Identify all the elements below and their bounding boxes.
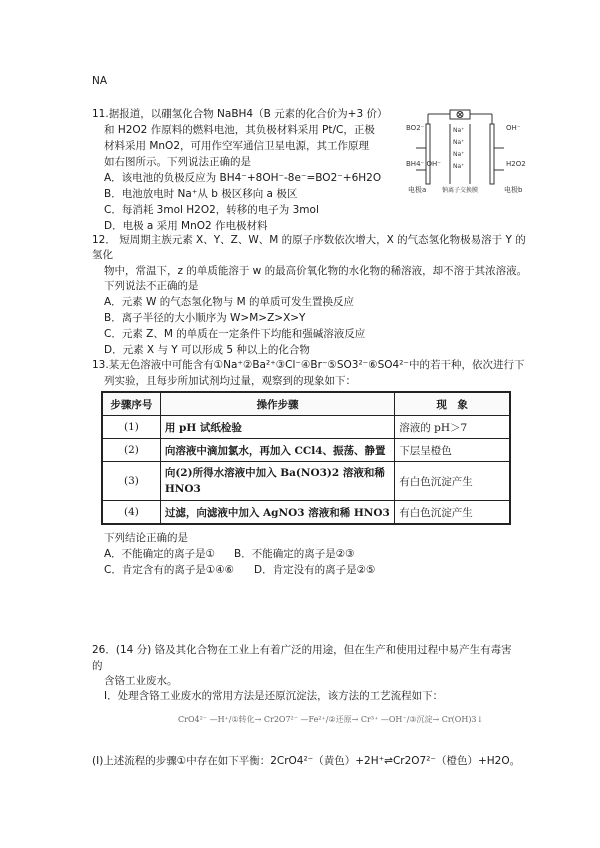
table-row <box>102 501 510 525</box>
fig-electrode-b: 电极b <box>504 186 523 194</box>
q26-line-4: Ⅰ．处理含铬工业废水的常用方法是还原沉淀法，该方法的工艺流程如下： <box>104 690 444 702</box>
q12-line-1: 12． 短周期主族元素 X、Y、Z、W、M 的原子序数依次增大，X 的气态氢化物极易溶于 Y 的 <box>92 234 526 246</box>
step-number: (4) <box>102 501 160 525</box>
fig-electrode-a: 电极a <box>408 186 427 194</box>
fig-na-label-1: Na⁺ <box>453 127 465 134</box>
step-phenomenon: 下层呈橙色 <box>395 439 510 462</box>
q11-option-a: A．该电池的负极反应为 BH4⁻+8OH⁻-8e⁻=BO2⁻+6H2O <box>104 172 382 184</box>
q12-line-4: 下列说法不正确的是 <box>104 280 199 292</box>
q26-last-line: (Ⅰ)上述流程的步骤①中存在如下平衡：2CrO4²⁻（黄色）+2H⁺⇌Cr2O7²⁻（橙色）+H2O。 <box>92 755 521 767</box>
header-operation: 操作步骤 <box>160 392 394 416</box>
fig-bo2-label: BO2⁻ <box>406 124 425 132</box>
process-flow: CrO4²⁻ —H⁺/①转化→ Cr2O7²⁻ —Fe²⁺/②还原→ Cr³⁺ —OH⁻/③沉淀→ Cr(OH)3↓ <box>178 715 484 724</box>
q11-option-c: C．每消耗 3mol H2O2，转移的电子为 3mol <box>104 204 319 216</box>
step-operation: 过滤，向滤液中加入 AgNO3 溶液和稀 HNO3 <box>160 501 394 525</box>
q12-option-d: D．元素 X 与 Y 可以形成 5 种以上的化合物 <box>104 344 310 356</box>
step-phenomenon: 溶液的 pH＞7 <box>395 416 510 439</box>
fig-h2o2-label: H2O2 <box>506 160 526 168</box>
q12-option-a: A．元素 W 的气态氢化物与 M 的单质可发生置换反应 <box>104 296 354 308</box>
fig-membrane: 钠离子交换膜 <box>442 187 479 194</box>
q11-option-d: D．电极 a 采用 MnO2 作电极材料 <box>104 220 268 232</box>
header-phenomenon: 现 象 <box>395 392 510 416</box>
fig-oh-label: OH⁻ <box>506 124 521 132</box>
fuel-cell-diagram <box>406 108 536 198</box>
step-number: (2) <box>102 439 160 462</box>
step-phenomenon: 有白色沉淀产生 <box>395 462 510 501</box>
fig-na-label-4: Na⁺ <box>453 163 465 170</box>
q13-option-a: A．不能确定的离子是① <box>104 548 216 560</box>
fig-bh4-label: BH4⁻ OH⁻ <box>406 160 441 168</box>
q12-line-3: 物中，常温下，z 的单质能溶于 w 的最高价氧化物的水化物的稀溶液，却不溶于其浓溶液。 <box>104 265 528 277</box>
q11-line-1: 11.据报道，以硼氢化合物 NaBH4（B 元素的化合价为+3 价） <box>92 108 388 120</box>
table-row <box>102 439 510 462</box>
table-row <box>102 416 510 439</box>
step-operation: 向(2)所得水溶液中加入 Ba(NO3)2 溶液和稀 HNO3 <box>160 462 394 501</box>
table-row <box>102 462 510 501</box>
step-operation: 向溶液中滴加氯水，再加入 CCl4、振荡、静置 <box>160 439 394 462</box>
step-number: (1) <box>102 416 160 439</box>
q12-line-2: 氢化 <box>92 249 113 261</box>
q11-line-4: 如右图所示。下列说法正确的是 <box>104 156 251 168</box>
fig-na-label-2: Na⁺ <box>453 139 465 146</box>
q26-line-3: 含铬工业废水。 <box>104 675 178 687</box>
q13-option-c: C．肯定含有的离子是①④⑥ <box>104 564 235 576</box>
step-number: (3) <box>102 462 160 501</box>
table-header-row <box>102 392 510 416</box>
q13-line-1: 13.某无色溶液中可能含有①Na⁺②Ba²⁺③Cl⁻④Br⁻⑤SO3²⁻⑥SO4²⁻中的若干种，依次进行下 <box>92 359 525 371</box>
experiment-table <box>101 391 511 525</box>
step-phenomenon: 有白色沉淀产生 <box>395 501 510 525</box>
q26-line-1: 26．(14 分) 铬及其化合物在工业上有着广泛的用途，但在生产和使用过程中易产生有毒害 <box>92 644 512 656</box>
fig-na-label-3: Na⁺ <box>453 151 465 158</box>
q11-line-3: 材料采用 MnO2，可用作空军通信卫星电源，其工作原理 <box>104 140 369 152</box>
step-operation: 用 pH 试纸检验 <box>160 416 394 439</box>
q13-conclusion: 下列结论正确的是 <box>104 532 188 544</box>
q13-option-b: B．不能确定的离子是②③ <box>234 548 355 560</box>
q13-line-2: 列实验，且每步所加试剂均过量，观察到的现象如下： <box>104 375 356 387</box>
q13-option-d: D．肯定没有的离子是②⑤ <box>254 564 376 576</box>
top-note: NA <box>92 75 108 87</box>
q12-option-c: C．元素 Z、M 的单质在一定条件下均能和强碱溶液反应 <box>104 328 366 340</box>
q11-option-b: B．电池放电时 Na⁺从 b 极区移向 a 极区 <box>104 188 298 200</box>
header-step-number: 步骤序号 <box>102 392 160 416</box>
q11-line-2: 和 H2O2 作原料的燃料电池，其负极材料采用 Pt/C，正极 <box>104 124 375 136</box>
q26-line-2: 的 <box>92 660 103 672</box>
q12-option-b: B．离子半径的大小顺序为 W>M>Z>X>Y <box>104 312 306 324</box>
